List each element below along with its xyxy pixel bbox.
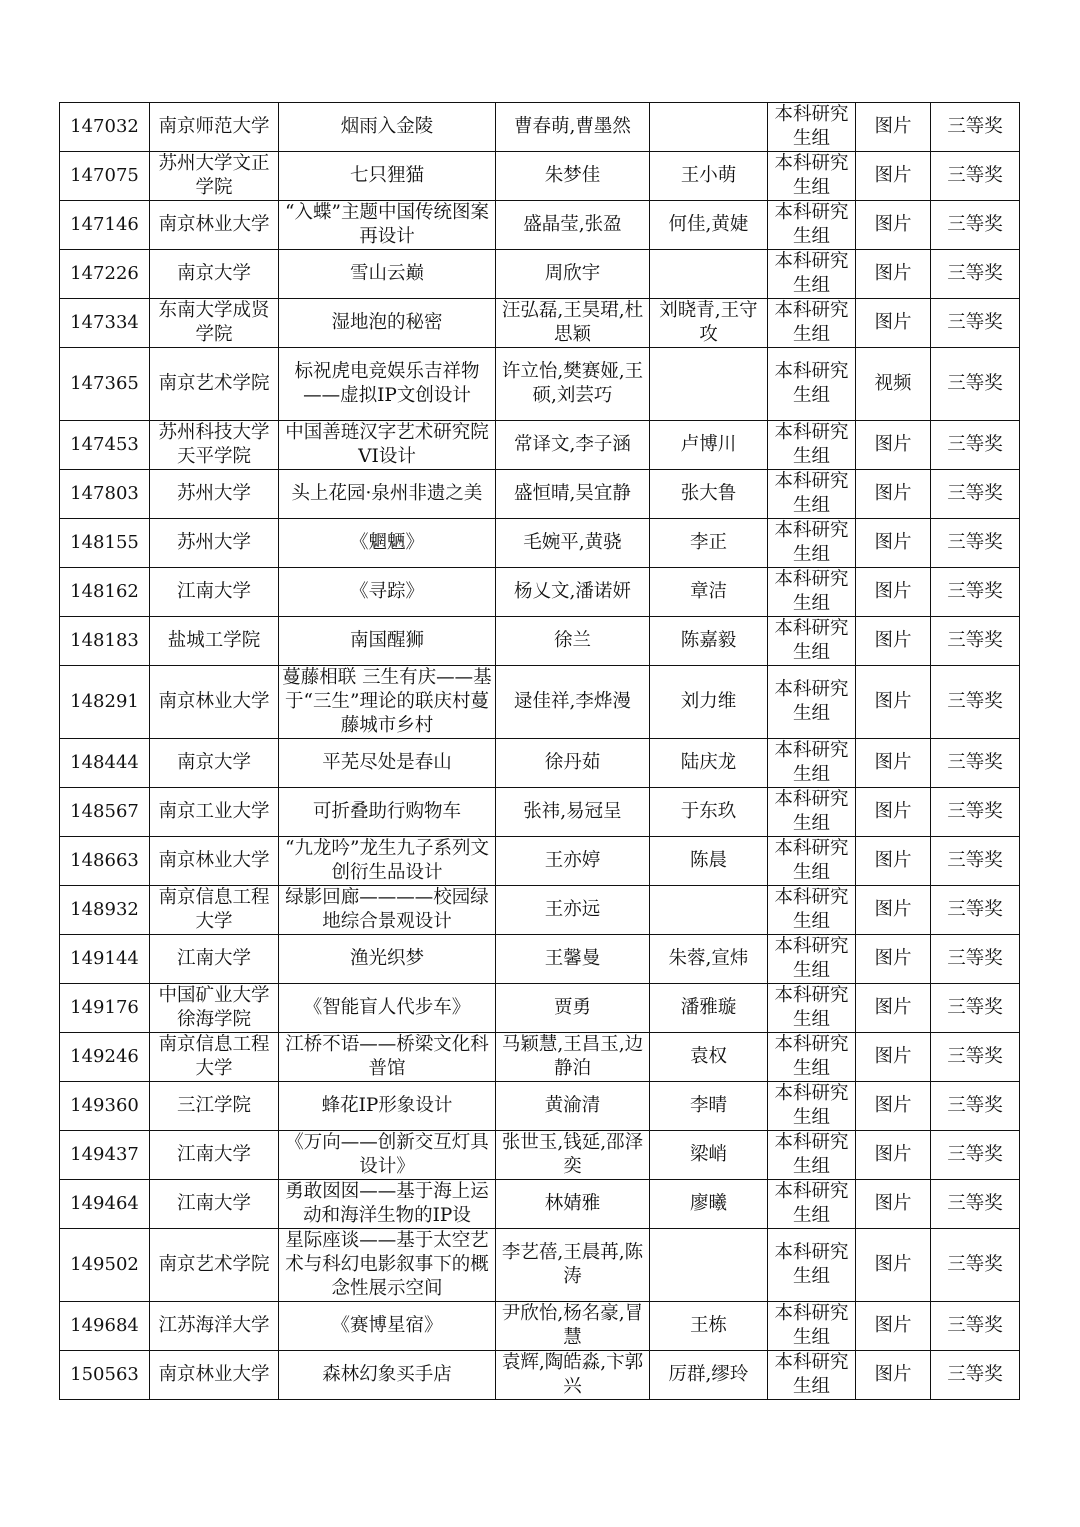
work-title-cell: 雪山云巅 bbox=[279, 250, 496, 299]
table-row bbox=[60, 666, 1020, 739]
work-type-cell: 图片 bbox=[856, 666, 931, 739]
entry-id-cell: 147075 bbox=[60, 152, 150, 201]
work-type-cell: 图片 bbox=[856, 1229, 931, 1302]
work-type-cell: 图片 bbox=[856, 568, 931, 617]
award-cell: 三等奖 bbox=[931, 666, 1020, 739]
entry-id-cell: 148183 bbox=[60, 617, 150, 666]
entry-id-cell: 148155 bbox=[60, 519, 150, 568]
group-cell: 本科研究生组 bbox=[768, 519, 856, 568]
school-cell: 苏州大学 bbox=[150, 470, 279, 519]
advisor-cell: 刘力维 bbox=[650, 666, 768, 739]
school-cell: 南京林业大学 bbox=[150, 666, 279, 739]
work-type-cell: 图片 bbox=[856, 1131, 931, 1180]
advisor-cell: 袁权 bbox=[650, 1033, 768, 1082]
school-cell: 中国矿业大学徐海学院 bbox=[150, 984, 279, 1033]
table-row bbox=[60, 421, 1020, 470]
table-row bbox=[60, 1351, 1020, 1400]
award-cell: 三等奖 bbox=[931, 935, 1020, 984]
school-cell: 江南大学 bbox=[150, 1180, 279, 1229]
entry-id-cell: 147226 bbox=[60, 250, 150, 299]
work-title-cell: 头上花园·泉州非遗之美 bbox=[279, 470, 496, 519]
advisor-cell: 李晴 bbox=[650, 1082, 768, 1131]
award-cell: 三等奖 bbox=[931, 1302, 1020, 1351]
table-row bbox=[60, 984, 1020, 1033]
advisor-cell bbox=[650, 1229, 768, 1302]
work-title-cell: 渔光织梦 bbox=[279, 935, 496, 984]
award-cell: 三等奖 bbox=[931, 421, 1020, 470]
entry-id-cell: 148567 bbox=[60, 788, 150, 837]
group-cell: 本科研究生组 bbox=[768, 1180, 856, 1229]
group-cell: 本科研究生组 bbox=[768, 1033, 856, 1082]
group-cell: 本科研究生组 bbox=[768, 1229, 856, 1302]
advisor-cell: 潘雅璇 bbox=[650, 984, 768, 1033]
advisor-cell: 朱蓉,宣炜 bbox=[650, 935, 768, 984]
group-cell: 本科研究生组 bbox=[768, 617, 856, 666]
authors-cell: 毛婉平,黄骁 bbox=[496, 519, 650, 568]
award-cell: 三等奖 bbox=[931, 568, 1020, 617]
authors-cell: 杨乂文,潘诺妍 bbox=[496, 568, 650, 617]
work-type-cell: 视频 bbox=[856, 348, 931, 421]
work-type-cell: 图片 bbox=[856, 152, 931, 201]
school-cell: 盐城工学院 bbox=[150, 617, 279, 666]
award-cell: 三等奖 bbox=[931, 470, 1020, 519]
group-cell: 本科研究生组 bbox=[768, 470, 856, 519]
table-row bbox=[60, 617, 1020, 666]
award-cell: 三等奖 bbox=[931, 1351, 1020, 1400]
entry-id-cell: 148663 bbox=[60, 837, 150, 886]
work-title-cell: 蜂花IP形象设计 bbox=[279, 1082, 496, 1131]
entry-id-cell: 147146 bbox=[60, 201, 150, 250]
work-type-cell: 图片 bbox=[856, 788, 931, 837]
work-type-cell: 图片 bbox=[856, 250, 931, 299]
work-type-cell: 图片 bbox=[856, 519, 931, 568]
work-type-cell: 图片 bbox=[856, 299, 931, 348]
table-row bbox=[60, 1033, 1020, 1082]
table-row bbox=[60, 103, 1020, 152]
school-cell: 苏州大学文正学院 bbox=[150, 152, 279, 201]
school-cell: 南京艺术学院 bbox=[150, 348, 279, 421]
work-title-cell: 星际座谈——基于太空艺术与科幻电影叙事下的概念性展示空间 bbox=[279, 1229, 496, 1302]
group-cell: 本科研究生组 bbox=[768, 568, 856, 617]
advisor-cell: 厉群,缪玲 bbox=[650, 1351, 768, 1400]
group-cell: 本科研究生组 bbox=[768, 1351, 856, 1400]
school-cell: 南京师范大学 bbox=[150, 103, 279, 152]
table-row bbox=[60, 1082, 1020, 1131]
school-cell: 南京林业大学 bbox=[150, 201, 279, 250]
work-title-cell: 森林幻象买手店 bbox=[279, 1351, 496, 1400]
table-row bbox=[60, 886, 1020, 935]
entry-id-cell: 149437 bbox=[60, 1131, 150, 1180]
award-cell: 三等奖 bbox=[931, 1082, 1020, 1131]
work-title-cell: 中国善琏汉字艺术研究院VI设计 bbox=[279, 421, 496, 470]
award-cell: 三等奖 bbox=[931, 103, 1020, 152]
table-row bbox=[60, 568, 1020, 617]
group-cell: 本科研究生组 bbox=[768, 152, 856, 201]
authors-cell: 朱梦佳 bbox=[496, 152, 650, 201]
group-cell: 本科研究生组 bbox=[768, 1082, 856, 1131]
entry-id-cell: 147365 bbox=[60, 348, 150, 421]
work-type-cell: 图片 bbox=[856, 1180, 931, 1229]
work-type-cell: 图片 bbox=[856, 1082, 931, 1131]
authors-cell: 徐丹茹 bbox=[496, 739, 650, 788]
authors-cell: 张世玉,钱延,邵泽奕 bbox=[496, 1131, 650, 1180]
table-row bbox=[60, 201, 1020, 250]
award-cell: 三等奖 bbox=[931, 1033, 1020, 1082]
advisor-cell bbox=[650, 250, 768, 299]
entry-id-cell: 149176 bbox=[60, 984, 150, 1033]
table-row bbox=[60, 837, 1020, 886]
entry-id-cell: 149144 bbox=[60, 935, 150, 984]
award-cell: 三等奖 bbox=[931, 1229, 1020, 1302]
work-title-cell: 烟雨入金陵 bbox=[279, 103, 496, 152]
group-cell: 本科研究生组 bbox=[768, 421, 856, 470]
authors-cell: 林婧雅 bbox=[496, 1180, 650, 1229]
group-cell: 本科研究生组 bbox=[768, 837, 856, 886]
work-title-cell: 江桥不语——桥梁文化科普馆 bbox=[279, 1033, 496, 1082]
school-cell: 江苏海洋大学 bbox=[150, 1302, 279, 1351]
awards-table-body bbox=[60, 103, 1020, 1400]
authors-cell: 黄渝清 bbox=[496, 1082, 650, 1131]
group-cell: 本科研究生组 bbox=[768, 788, 856, 837]
group-cell: 本科研究生组 bbox=[768, 103, 856, 152]
work-title-cell: 可折叠助行购物车 bbox=[279, 788, 496, 837]
authors-cell: 盛恒晴,吴宜静 bbox=[496, 470, 650, 519]
work-title-cell: 标祝虎电竞娱乐吉祥物——虚拟IP文创设计 bbox=[279, 348, 496, 421]
entry-id-cell: 147453 bbox=[60, 421, 150, 470]
entry-id-cell: 149502 bbox=[60, 1229, 150, 1302]
authors-cell: 马颖慧,王昌玉,边静泊 bbox=[496, 1033, 650, 1082]
entry-id-cell: 147334 bbox=[60, 299, 150, 348]
advisor-cell: 刘晓青,王守攻 bbox=[650, 299, 768, 348]
entry-id-cell: 147803 bbox=[60, 470, 150, 519]
work-title-cell: 绿影回廊————校园绿地综合景观设计 bbox=[279, 886, 496, 935]
advisor-cell bbox=[650, 348, 768, 421]
group-cell: 本科研究生组 bbox=[768, 348, 856, 421]
work-title-cell: 湿地泡的秘密 bbox=[279, 299, 496, 348]
entry-id-cell: 150563 bbox=[60, 1351, 150, 1400]
entry-id-cell: 148291 bbox=[60, 666, 150, 739]
school-cell: 苏州大学 bbox=[150, 519, 279, 568]
advisor-cell: 王小萌 bbox=[650, 152, 768, 201]
advisor-cell bbox=[650, 103, 768, 152]
entry-id-cell: 148444 bbox=[60, 739, 150, 788]
authors-cell: 王亦婷 bbox=[496, 837, 650, 886]
table-row bbox=[60, 1302, 1020, 1351]
work-type-cell: 图片 bbox=[856, 1351, 931, 1400]
school-cell: 江南大学 bbox=[150, 568, 279, 617]
work-title-cell: 七只狸猫 bbox=[279, 152, 496, 201]
award-cell: 三等奖 bbox=[931, 837, 1020, 886]
group-cell: 本科研究生组 bbox=[768, 299, 856, 348]
award-cell: 三等奖 bbox=[931, 739, 1020, 788]
work-type-cell: 图片 bbox=[856, 201, 931, 250]
award-cell: 三等奖 bbox=[931, 299, 1020, 348]
school-cell: 南京工业大学 bbox=[150, 788, 279, 837]
authors-cell: 袁辉,陶皓淼,卞郭兴 bbox=[496, 1351, 650, 1400]
work-title-cell: “九龙吟”龙生九子系列文创衍生品设计 bbox=[279, 837, 496, 886]
work-type-cell: 图片 bbox=[856, 103, 931, 152]
school-cell: 江南大学 bbox=[150, 935, 279, 984]
work-title-cell: “入蝶”主题中国传统图案再设计 bbox=[279, 201, 496, 250]
school-cell: 江南大学 bbox=[150, 1131, 279, 1180]
advisor-cell: 卢博川 bbox=[650, 421, 768, 470]
work-type-cell: 图片 bbox=[856, 470, 931, 519]
group-cell: 本科研究生组 bbox=[768, 1131, 856, 1180]
advisor-cell: 章洁 bbox=[650, 568, 768, 617]
entry-id-cell: 147032 bbox=[60, 103, 150, 152]
awards-table bbox=[59, 102, 1020, 1400]
advisor-cell: 何佳,黄婕 bbox=[650, 201, 768, 250]
work-title-cell: 《万向——创新交互灯具设计》 bbox=[279, 1131, 496, 1180]
advisor-cell: 陆庆龙 bbox=[650, 739, 768, 788]
entry-id-cell: 149684 bbox=[60, 1302, 150, 1351]
authors-cell: 张祎,易冠呈 bbox=[496, 788, 650, 837]
entry-id-cell: 149464 bbox=[60, 1180, 150, 1229]
authors-cell: 曹春萌,曹墨然 bbox=[496, 103, 650, 152]
group-cell: 本科研究生组 bbox=[768, 201, 856, 250]
award-cell: 三等奖 bbox=[931, 152, 1020, 201]
table-row bbox=[60, 348, 1020, 421]
work-title-cell: 勇敢囡囡——基于海上运动和海洋生物的IP设 bbox=[279, 1180, 496, 1229]
school-cell: 三江学院 bbox=[150, 1082, 279, 1131]
authors-cell: 盛晶莹,张盈 bbox=[496, 201, 650, 250]
group-cell: 本科研究生组 bbox=[768, 886, 856, 935]
work-type-cell: 图片 bbox=[856, 935, 931, 984]
authors-cell: 汪弘磊,王昊珺,杜思颖 bbox=[496, 299, 650, 348]
work-title-cell: 蔓藤相联 三生有庆——基于“三生”理论的联庆村蔓藤城市乡村 bbox=[279, 666, 496, 739]
award-cell: 三等奖 bbox=[931, 201, 1020, 250]
work-type-cell: 图片 bbox=[856, 1033, 931, 1082]
advisor-cell: 陈晨 bbox=[650, 837, 768, 886]
work-title-cell: 《寻踪》 bbox=[279, 568, 496, 617]
school-cell: 南京林业大学 bbox=[150, 837, 279, 886]
school-cell: 南京艺术学院 bbox=[150, 1229, 279, 1302]
school-cell: 苏州科技大学天平学院 bbox=[150, 421, 279, 470]
advisor-cell: 梁峭 bbox=[650, 1131, 768, 1180]
work-type-cell: 图片 bbox=[856, 886, 931, 935]
award-cell: 三等奖 bbox=[931, 348, 1020, 421]
advisor-cell: 于东玖 bbox=[650, 788, 768, 837]
table-row bbox=[60, 739, 1020, 788]
award-cell: 三等奖 bbox=[931, 519, 1020, 568]
school-cell: 南京信息工程大学 bbox=[150, 886, 279, 935]
authors-cell: 徐兰 bbox=[496, 617, 650, 666]
award-cell: 三等奖 bbox=[931, 250, 1020, 299]
group-cell: 本科研究生组 bbox=[768, 739, 856, 788]
authors-cell: 王馨曼 bbox=[496, 935, 650, 984]
advisor-cell bbox=[650, 886, 768, 935]
work-type-cell: 图片 bbox=[856, 617, 931, 666]
advisor-cell: 王栋 bbox=[650, 1302, 768, 1351]
award-cell: 三等奖 bbox=[931, 617, 1020, 666]
school-cell: 南京林业大学 bbox=[150, 1351, 279, 1400]
award-cell: 三等奖 bbox=[931, 788, 1020, 837]
authors-cell: 常译文,李子涵 bbox=[496, 421, 650, 470]
work-type-cell: 图片 bbox=[856, 1302, 931, 1351]
work-type-cell: 图片 bbox=[856, 984, 931, 1033]
group-cell: 本科研究生组 bbox=[768, 1302, 856, 1351]
authors-cell: 尹欣怡,杨名豪,冒慧 bbox=[496, 1302, 650, 1351]
group-cell: 本科研究生组 bbox=[768, 935, 856, 984]
work-title-cell: 南国醒狮 bbox=[279, 617, 496, 666]
table-row bbox=[60, 299, 1020, 348]
advisor-cell: 李正 bbox=[650, 519, 768, 568]
school-cell: 东南大学成贤学院 bbox=[150, 299, 279, 348]
table-row bbox=[60, 935, 1020, 984]
work-type-cell: 图片 bbox=[856, 837, 931, 886]
group-cell: 本科研究生组 bbox=[768, 250, 856, 299]
advisor-cell: 张大鲁 bbox=[650, 470, 768, 519]
authors-cell: 许立怡,樊赛娅,王硕,刘芸巧 bbox=[496, 348, 650, 421]
entry-id-cell: 148162 bbox=[60, 568, 150, 617]
table-row bbox=[60, 1180, 1020, 1229]
school-cell: 南京大学 bbox=[150, 250, 279, 299]
work-title-cell: 《魍魉》 bbox=[279, 519, 496, 568]
authors-cell: 逯佳祥,李烨漫 bbox=[496, 666, 650, 739]
authors-cell: 王亦远 bbox=[496, 886, 650, 935]
table-row bbox=[60, 519, 1020, 568]
work-title-cell: 平芜尽处是春山 bbox=[279, 739, 496, 788]
entry-id-cell: 148932 bbox=[60, 886, 150, 935]
authors-cell: 李艺蓓,王晨苒,陈涛 bbox=[496, 1229, 650, 1302]
authors-cell: 贾勇 bbox=[496, 984, 650, 1033]
work-type-cell: 图片 bbox=[856, 421, 931, 470]
group-cell: 本科研究生组 bbox=[768, 666, 856, 739]
table-row bbox=[60, 1131, 1020, 1180]
award-cell: 三等奖 bbox=[931, 984, 1020, 1033]
work-title-cell: 《智能盲人代步车》 bbox=[279, 984, 496, 1033]
advisor-cell: 陈嘉毅 bbox=[650, 617, 768, 666]
school-cell: 南京信息工程大学 bbox=[150, 1033, 279, 1082]
advisor-cell: 廖曦 bbox=[650, 1180, 768, 1229]
award-cell: 三等奖 bbox=[931, 1180, 1020, 1229]
table-row bbox=[60, 250, 1020, 299]
table-row bbox=[60, 470, 1020, 519]
table-row bbox=[60, 1229, 1020, 1302]
award-cell: 三等奖 bbox=[931, 1131, 1020, 1180]
school-cell: 南京大学 bbox=[150, 739, 279, 788]
award-cell: 三等奖 bbox=[931, 886, 1020, 935]
table-row bbox=[60, 152, 1020, 201]
work-type-cell: 图片 bbox=[856, 739, 931, 788]
entry-id-cell: 149360 bbox=[60, 1082, 150, 1131]
authors-cell: 周欣宇 bbox=[496, 250, 650, 299]
table-row bbox=[60, 788, 1020, 837]
group-cell: 本科研究生组 bbox=[768, 984, 856, 1033]
work-title-cell: 《赛博星宿》 bbox=[279, 1302, 496, 1351]
entry-id-cell: 149246 bbox=[60, 1033, 150, 1082]
